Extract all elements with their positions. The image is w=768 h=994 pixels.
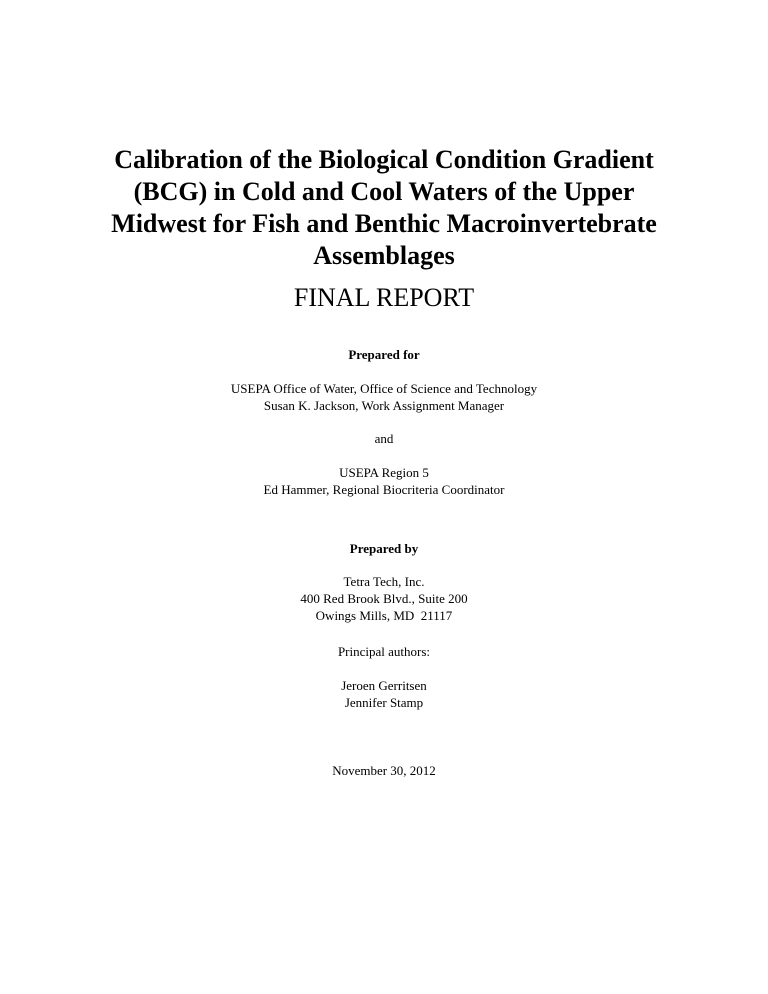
prepared-by-heading: Prepared by xyxy=(349,541,419,556)
authors-heading: Principal authors: xyxy=(337,644,431,659)
client-1-line-2: Susan K. Jackson, Work Assignment Manager xyxy=(263,398,505,413)
and-connector: and xyxy=(374,431,394,446)
client-1-line-1: USEPA Office of Water, Office of Science and Technology xyxy=(230,381,538,396)
title-line-2: (BCG) in Cold and Cool Waters of the Upper xyxy=(133,177,635,206)
report-date: November 30, 2012 xyxy=(332,763,436,778)
report-title xyxy=(60,144,708,272)
prepared-for-heading: Prepared for xyxy=(348,347,420,362)
author-2: Jennifer Stamp xyxy=(344,695,424,710)
preparer-address xyxy=(0,573,768,624)
preparer-address-line-2: Owings Mills, MD 21117 xyxy=(315,608,453,623)
client-2 xyxy=(0,464,768,498)
client-2-line-1: USEPA Region 5 xyxy=(339,465,429,480)
client-1 xyxy=(0,380,768,414)
authors-list xyxy=(0,677,768,711)
report-subtitle: FINAL REPORT xyxy=(293,283,475,312)
title-line-1: Calibration of the Biological Condition Gradient xyxy=(114,145,654,174)
client-2-line-2: Ed Hammer, Regional Biocriteria Coordinator xyxy=(263,482,505,497)
title-line-3: Midwest for Fish and Benthic Macroinvertebrate xyxy=(111,209,657,238)
preparer-org: Tetra Tech, Inc. xyxy=(343,574,425,589)
author-1: Jeroen Gerritsen xyxy=(341,678,427,693)
preparer-address-line-1: 400 Red Brook Blvd., Suite 200 xyxy=(300,591,468,606)
title-line-4: Assemblages xyxy=(313,241,455,270)
